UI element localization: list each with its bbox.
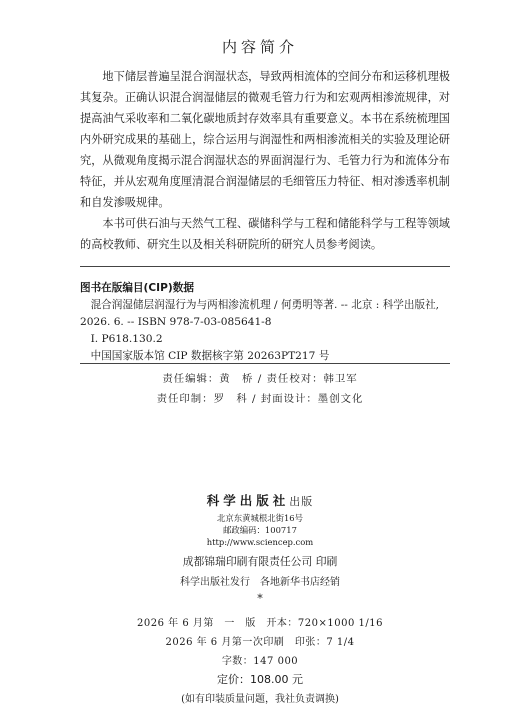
printing-line: 2026 年 6 月第一次印刷 印张：7 1/4 [165, 637, 355, 648]
cip-record: 混合润湿储层润湿行为与两相渗流机理 / 何勇明等著. -- 北京 : 科学出版社, 2026. 6. -- ISBN 978-7-03-085641-8 [80, 299, 440, 328]
intro-paragraph-2: 本书可供石油与天然气工程、碳储科学与工程和储能科学与工程等领域的高校教师、研究生以及相关科研院所的研究人员参考阅读。 [80, 217, 450, 251]
divider-top [80, 266, 450, 267]
publisher-logo [0, 491, 520, 509]
cip-block [80, 280, 450, 365]
intro-title: 内容简介 [221, 38, 298, 56]
printer-line: 成都锦瑞印刷有限责任公司 印刷 [182, 555, 338, 568]
publisher-website: http://www.sciencep.com [206, 537, 314, 547]
editor-credits: 责任编辑：黄 桥 / 责任校对：韩卫军 [162, 373, 358, 385]
distribution-line: 科学出版社发行 各地新华书店经销 [180, 577, 340, 588]
price: 定价：108.00 元 [217, 673, 303, 686]
intro-paragraph-1: 地下储层普遍呈混合润湿状态，导致两相流体的空间分布和运移机理极其复杂。正确认识混合润湿储层的微观毛管力行为和宏观两相渗流规律，对提高油气采收率和二氧化碳地质封存效率具有重要意义。本书在系统梳理国内外研究成果的基础上，综合运用与润湿性和两相渗流相关的实验及理论研究，从微观角度揭示混合润湿状态的界面润湿行为、毛管力行为和流体分布特征，并从宏观角度厘清混合润湿储层的毛细管压力特征、相对渗透率机制和自发渗吸规律。 [80, 70, 450, 209]
publisher-address: 北京东黄城根北街16号 [216, 513, 304, 523]
cip-classification: Ⅰ. P618.130.2 [90, 333, 163, 345]
print-credits: 责任印制：罗 科 / 封面设计：墨创文化 [156, 393, 364, 405]
edition-line: 2026 年 6 月第 一 版 开本：720×1000 1/16 [137, 618, 383, 629]
publisher-postcode: 邮政编码：100717 [223, 525, 297, 535]
cip-data-number: 中国国家版本馆 CIP 数据核字第 20263PT217 号 [90, 350, 330, 362]
separator-star: * [257, 592, 263, 605]
quality-notice: (如有印装质量问题，我社负责调换) [181, 694, 339, 705]
word-count: 字数：147 000 [221, 656, 299, 667]
cip-heading: 图书在版编目(CIP)数据 [80, 282, 194, 294]
publisher-name: 科学出版社 [206, 493, 290, 508]
divider-bottom [80, 363, 450, 364]
publisher-suffix: 出版 [289, 495, 314, 508]
intro-text [80, 66, 450, 255]
